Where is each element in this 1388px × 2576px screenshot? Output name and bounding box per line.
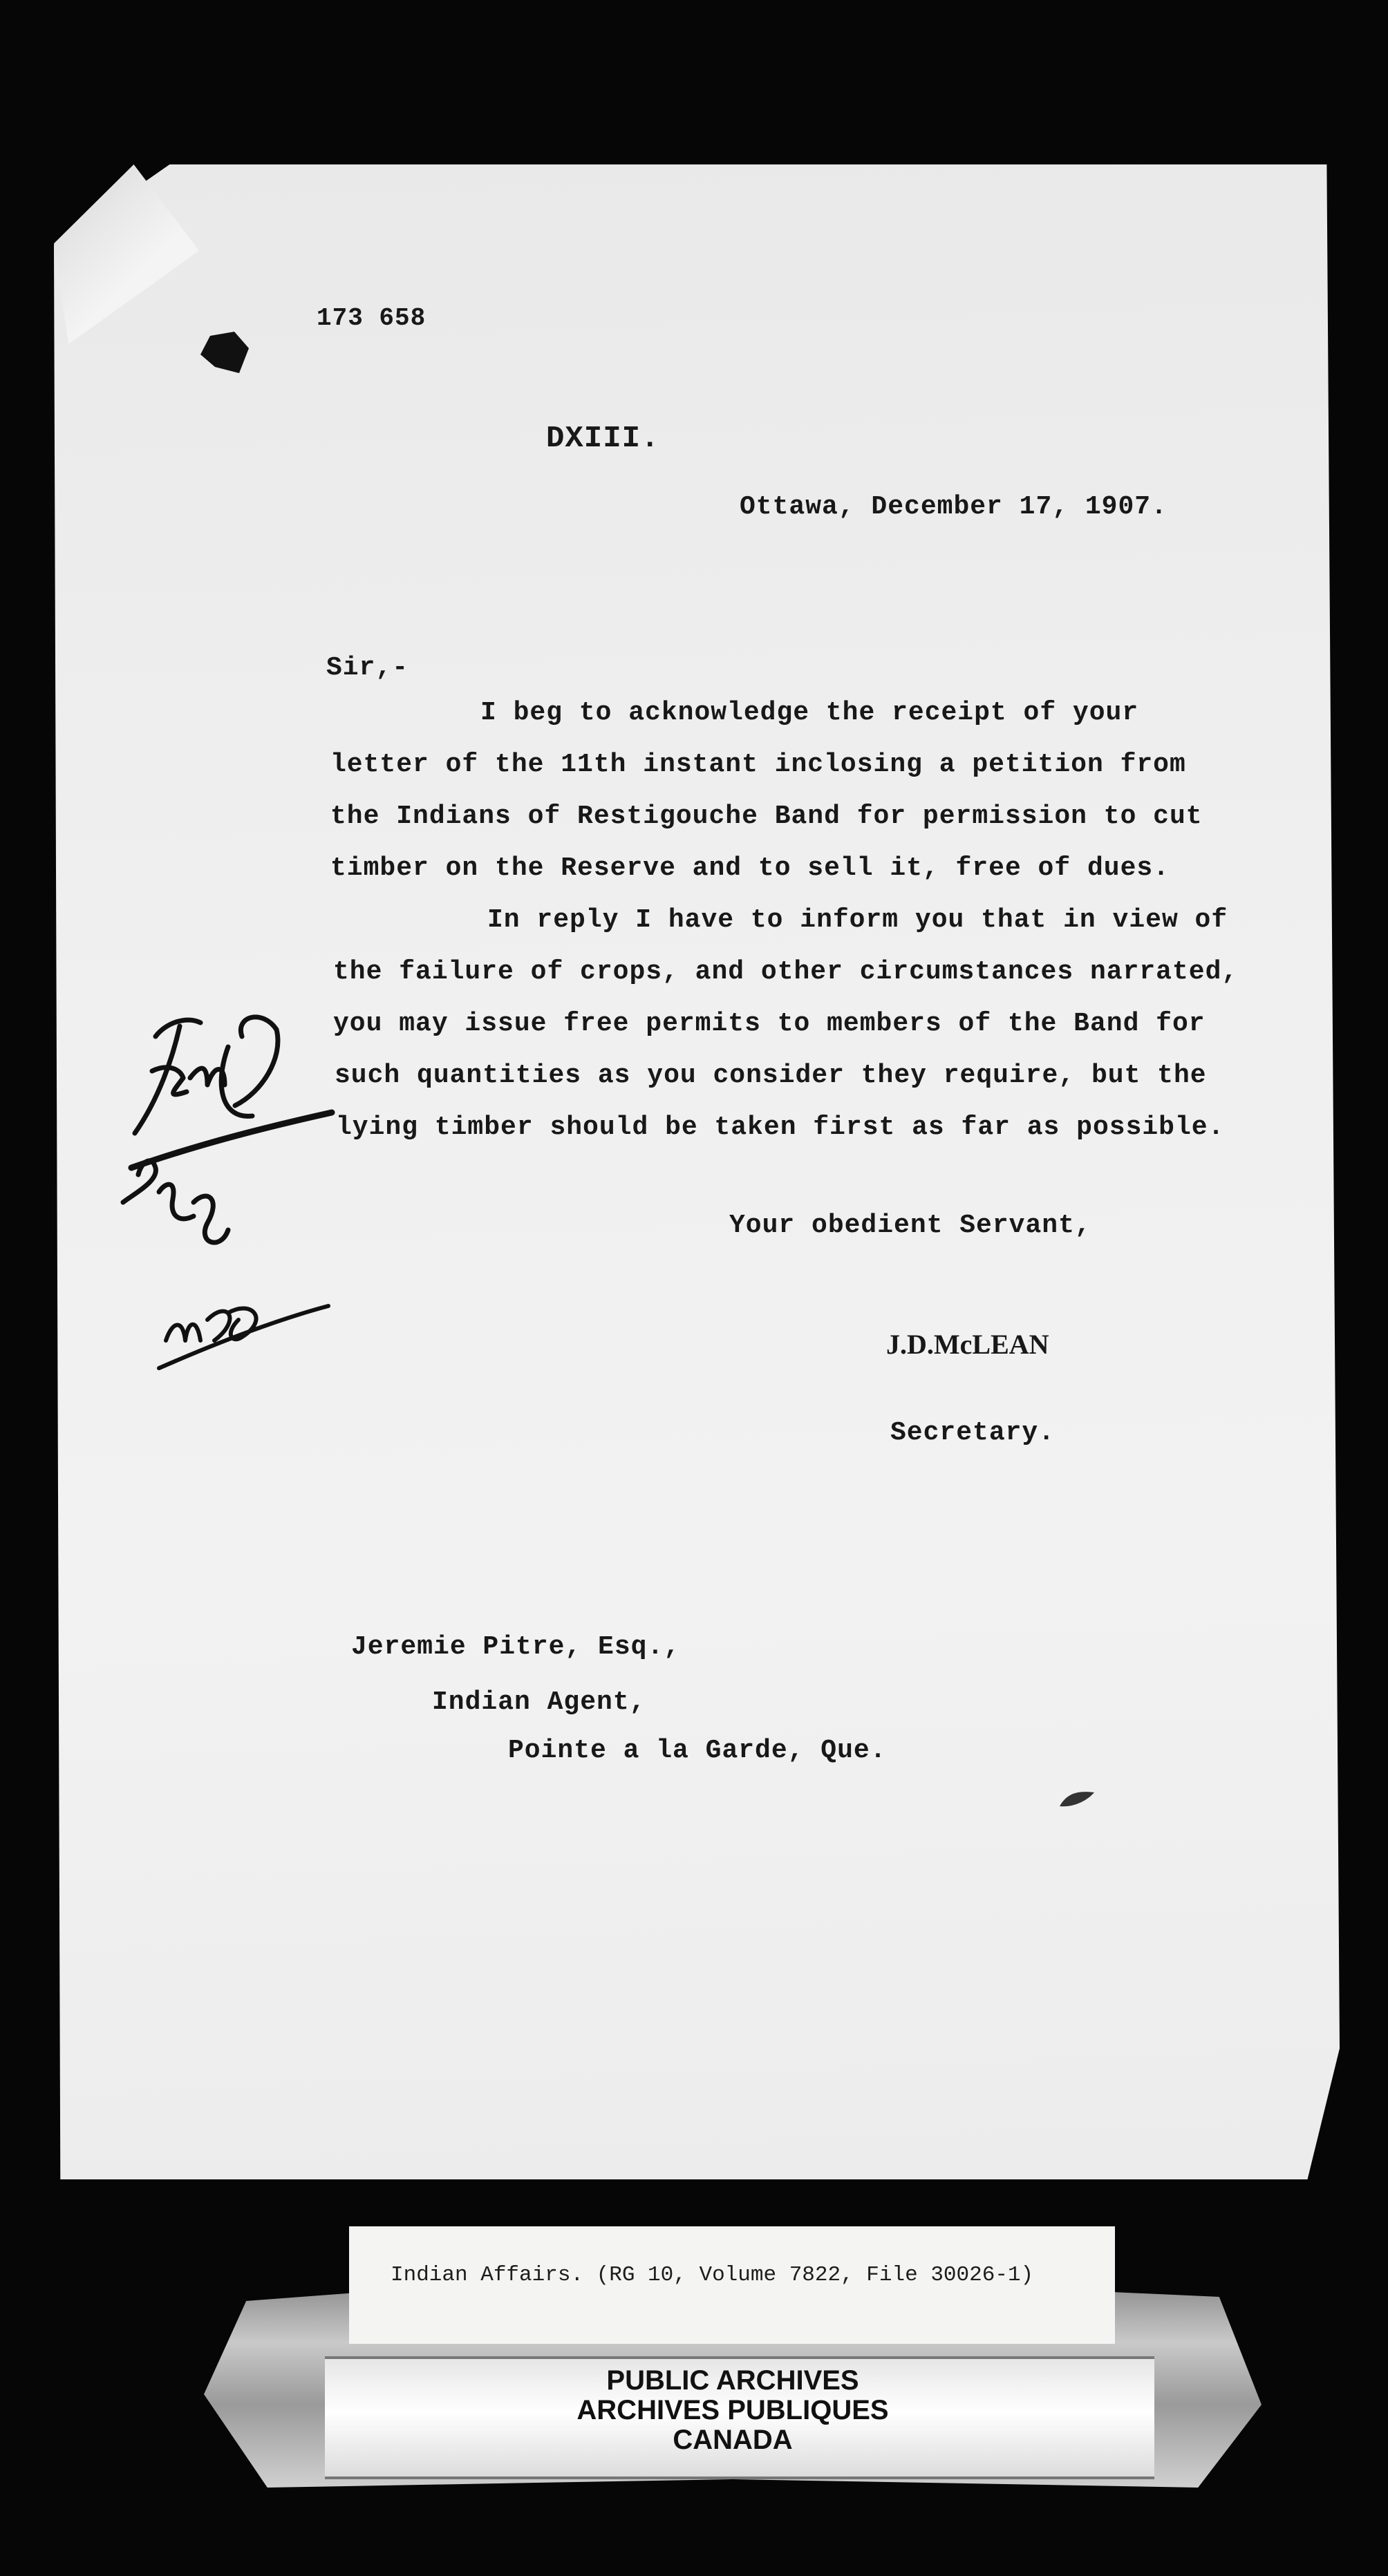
body-line: you may issue free permits to members of the Band for xyxy=(333,1009,1206,1039)
registry-stamp: DXIII. xyxy=(546,422,660,456)
dateline: Ottawa, December 17, 1907. xyxy=(740,492,1167,522)
archive-stamp-line: ARCHIVES PUBLIQUES xyxy=(576,2395,889,2425)
body-line: the failure of crops, and other circumstances narrated, xyxy=(333,957,1239,987)
body-line: such quantities as you consider they require, but the xyxy=(335,1061,1207,1090)
salutation: Sir,- xyxy=(326,653,409,683)
archive-stamp xyxy=(560,2366,906,2455)
body-line: timber on the Reserve and to sell it, free of dues. xyxy=(330,853,1170,883)
addressee-title: Indian Agent, xyxy=(432,1687,646,1717)
handwritten-initials xyxy=(104,995,394,1423)
body-line: I beg to acknowledge the receipt of your xyxy=(480,698,1139,728)
addressee-location: Pointe a la Garde, Que. xyxy=(508,1736,887,1765)
body-line: letter of the 11th instant inclosing a petition from xyxy=(330,750,1186,779)
signature: J.D.McLEAN xyxy=(886,1329,1049,1360)
body-line: lying timber should be taken first as far as possible. xyxy=(336,1112,1225,1142)
addressee-name: Jeremie Pitre, Esq., xyxy=(351,1632,681,1662)
ink-smudge xyxy=(1056,1787,1098,1810)
archive-stamp-line: PUBLIC ARCHIVES xyxy=(606,2365,859,2396)
archive-stamp-line: CANADA xyxy=(673,2425,793,2455)
body-line: the Indians of Restigouche Band for permission to cut xyxy=(330,802,1203,831)
complimentary-close: Your obedient Servant, xyxy=(729,1211,1091,1240)
file-number: 173 658 xyxy=(317,304,426,332)
body-line: In reply I have to inform you that in view of xyxy=(487,905,1228,935)
signatory-title: Secretary. xyxy=(890,1418,1056,1448)
archive-reference-text: Indian Affairs. (RG 10, Volume 7822, File 30026-1) xyxy=(391,2263,1034,2287)
